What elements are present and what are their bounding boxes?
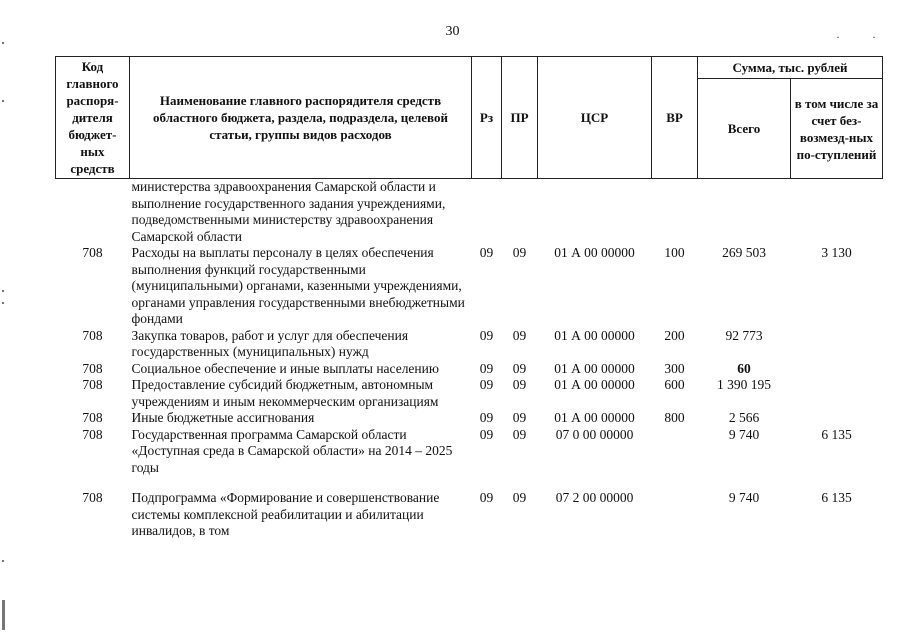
cell-vr: 600 [664, 377, 685, 392]
header-csr: ЦСР [538, 57, 652, 179]
cell-code: 708 [82, 490, 103, 505]
cell-vr [652, 427, 698, 477]
cell-name: Расходы на выплаты персоналу в целях обеспечения выполнения функций государственными (муниципальными) органами, казенными учреждениями, органами управления государственными внебюджетными фондами [131, 245, 465, 326]
header-rz: Рз [472, 57, 502, 179]
cell-pr: 09 [512, 245, 527, 260]
cell-pr [502, 179, 538, 246]
cell-csr: 01 А 00 00000 [554, 377, 635, 392]
cell-code: 708 [82, 245, 103, 260]
cell-code: 708 [82, 410, 103, 425]
cell-rz: 09 [479, 327, 494, 343]
cell-rz: 09 [479, 377, 494, 392]
cell-incl [791, 410, 883, 427]
table-row [56, 410, 883, 427]
cell-name: Закупка товаров, работ и услуг для обеспечения государственных (муниципальных) нужд [131, 327, 409, 359]
cell-incl: 6 135 [821, 426, 852, 442]
cell-total: 2 566 [728, 410, 760, 425]
cell-pr: 09 [512, 377, 527, 392]
cell-vr: 200 [664, 327, 685, 343]
cell-pr: 09 [512, 426, 527, 442]
cell-total: 9 740 [728, 490, 760, 505]
row-spacer [56, 476, 883, 490]
table-row [56, 361, 883, 378]
cell-name: министерства здравоохранения Самарской области и выполнение государственного задания учреждениями, подведомственными министерству здравоохранения Самарской области [131, 179, 446, 244]
cell-total: 9 740 [728, 426, 760, 442]
cell-code: 708 [82, 360, 103, 376]
header-pr: ПР [502, 57, 538, 179]
cell-csr: 01 А 00 00000 [554, 360, 635, 376]
budget-table [55, 56, 883, 540]
header-total: Всего [698, 79, 791, 179]
table-row [56, 490, 883, 540]
cell-pr: 09 [512, 410, 527, 425]
cell-csr: 07 0 00 00000 [555, 426, 634, 442]
cell-incl [791, 377, 883, 410]
cell-csr: 07 2 00 00000 [555, 490, 634, 505]
cell-code: 708 [82, 426, 103, 442]
scan-speck: · [836, 30, 840, 44]
cell-rz: 09 [479, 426, 494, 442]
cell-total: 60 [737, 360, 751, 376]
table-row [56, 245, 883, 328]
header-vr: ВР [652, 57, 698, 179]
cell-name: Государственная программа Самарской области «Доступная среда в Самарской области» на 2014 – 2025 годы [131, 426, 453, 475]
cell-rz: 09 [479, 360, 494, 376]
cell-incl [791, 179, 883, 246]
table-row [56, 328, 883, 361]
table-row [56, 427, 883, 477]
header-code: Код главного распоря-дителя бюджет-ных средств [56, 57, 130, 179]
cell-rz: 09 [479, 245, 494, 260]
cell-code [56, 179, 130, 246]
header-incl: в том числе за счет без-возмезд-ных по-ступлений [791, 79, 883, 179]
header-sum-group: Сумма, тыс. рублей [698, 57, 883, 79]
cell-code: 708 [82, 377, 103, 392]
cell-vr: 100 [664, 245, 685, 260]
scan-speck: · [872, 30, 876, 44]
cell-incl [791, 328, 883, 361]
cell-vr [652, 490, 698, 540]
cell-incl: 3 130 [821, 245, 852, 260]
cell-pr: 09 [512, 327, 527, 343]
cell-csr: 01 А 00 00000 [554, 245, 635, 260]
cell-total: 269 503 [722, 245, 766, 260]
cell-pr: 09 [512, 490, 527, 505]
cell-name: Иные бюджетные ассигнования [131, 410, 315, 425]
scan-edge-marks [2, 40, 8, 630]
cell-name: Предоставление субсидий бюджетным, автономным учреждениям и иным некоммерческим организациям [131, 377, 439, 409]
table-row [56, 179, 883, 246]
cell-total [698, 179, 791, 246]
cell-code: 708 [82, 327, 103, 343]
cell-rz: 09 [479, 490, 494, 505]
cell-name: Социальное обеспечение и иные выплаты населению [131, 360, 439, 376]
cell-incl [791, 361, 883, 378]
cell-name: Подпрограмма «Формирование и совершенствование системы комплексной реабилитации и абилитации инвалидов, в том [131, 490, 440, 538]
cell-total: 92 773 [725, 327, 763, 343]
table-body [56, 179, 883, 540]
table-header [56, 57, 883, 179]
page-number: 30 [445, 24, 460, 39]
cell-csr: 01 А 00 00000 [554, 410, 635, 425]
cell-csr [538, 179, 652, 246]
cell-pr: 09 [512, 360, 527, 376]
cell-total: 1 390 195 [717, 377, 771, 392]
cell-csr: 01 А 00 00000 [554, 327, 635, 343]
cell-vr: 800 [664, 410, 685, 425]
cell-rz [472, 179, 502, 246]
cell-vr [652, 179, 698, 246]
cell-vr: 300 [664, 360, 685, 376]
header-name: Наименование главного распорядителя средств областного бюджета, раздела, подраздела, целевой статьи, группы видов расходов [130, 57, 472, 179]
table-row [56, 377, 883, 410]
cell-rz: 09 [479, 410, 494, 425]
cell-incl: 6 135 [821, 490, 852, 505]
